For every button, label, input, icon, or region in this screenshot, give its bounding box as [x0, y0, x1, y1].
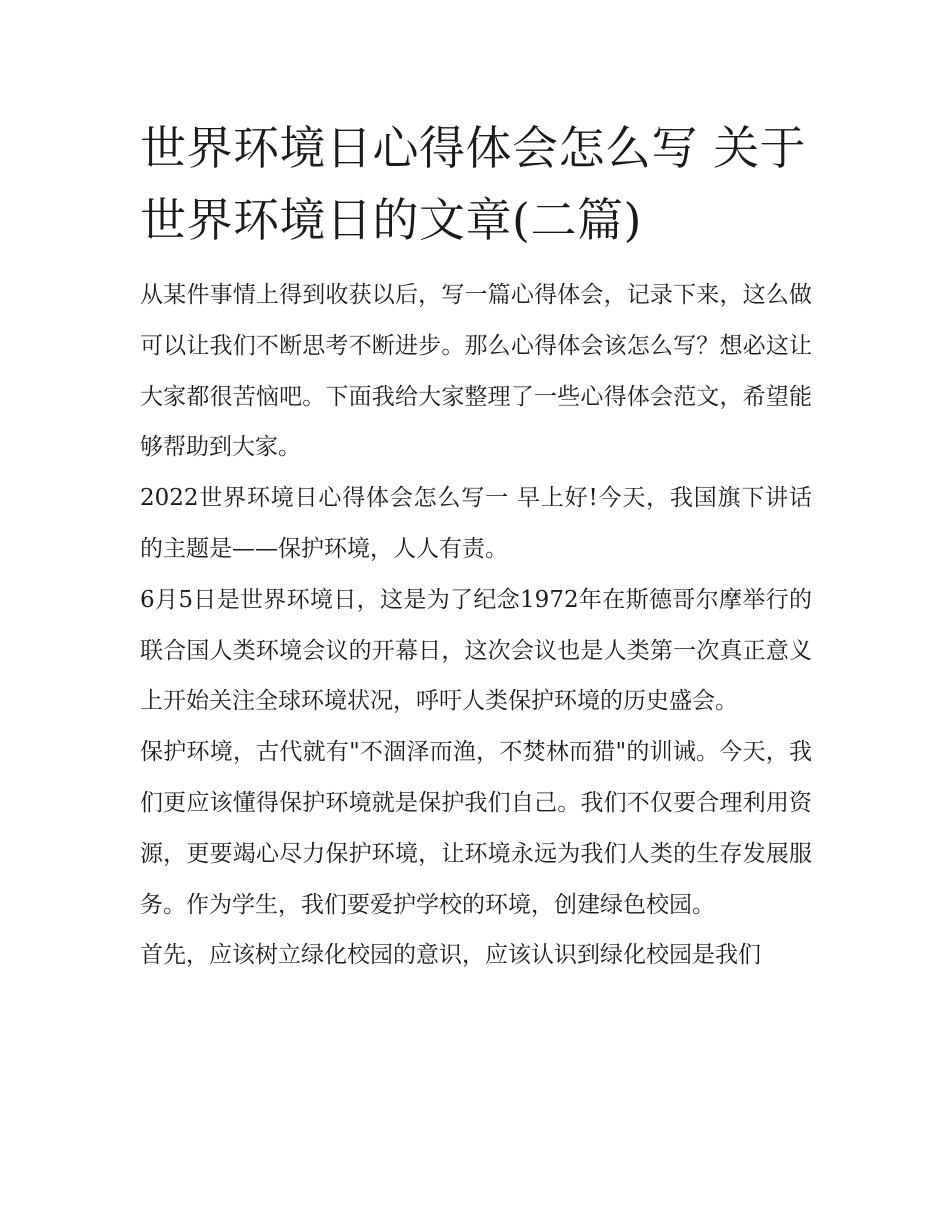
paragraph-protect-environment: 保护环境，古代就有"不涸泽而渔，不焚林而猎"的训诫。今天，我们更应该懂得保护环境就是保护我们自己。我们不仅要合理利用资源，更要竭心尽力保护环境，让环境永远为我们人类的生存发展服务。作为学生，我们要爱护学校的环境，创建绿色校园。: [140, 739, 812, 918]
paragraph-green-campus: 首先，应该树立绿化校园的意识，应该认识到绿化校园是我们: [140, 942, 761, 969]
paragraph-intro: 从某件事情上得到收获以后，写一篇心得体会，记录下来，这么做可以让我们不断思考不断进步。那么心得体会该怎么写？想必这让大家都很苦恼吧。下面我给大家整理了一些心得体会范文，希望能够帮助到大家。: [140, 282, 812, 461]
document-body: [140, 112, 812, 981]
paragraph-environment-day: 6月5日是世界环境日，这是为了纪念1972年在斯德哥尔摩举行的联合国人类环境会议的开幕日，这次会议也是人类第一次真正意义上开始关注全球环境状况，呼吁人类保护环境的历史盛会。: [140, 586, 812, 715]
paragraph-speech-opening: 2022世界环境日心得体会怎么写一 早上好!今天，我国旗下讲话的主题是——保护环境，人人有责。: [140, 485, 812, 562]
document-title: 世界环境日心得体会怎么写 关于世界环境日的文章(二篇): [140, 121, 807, 247]
